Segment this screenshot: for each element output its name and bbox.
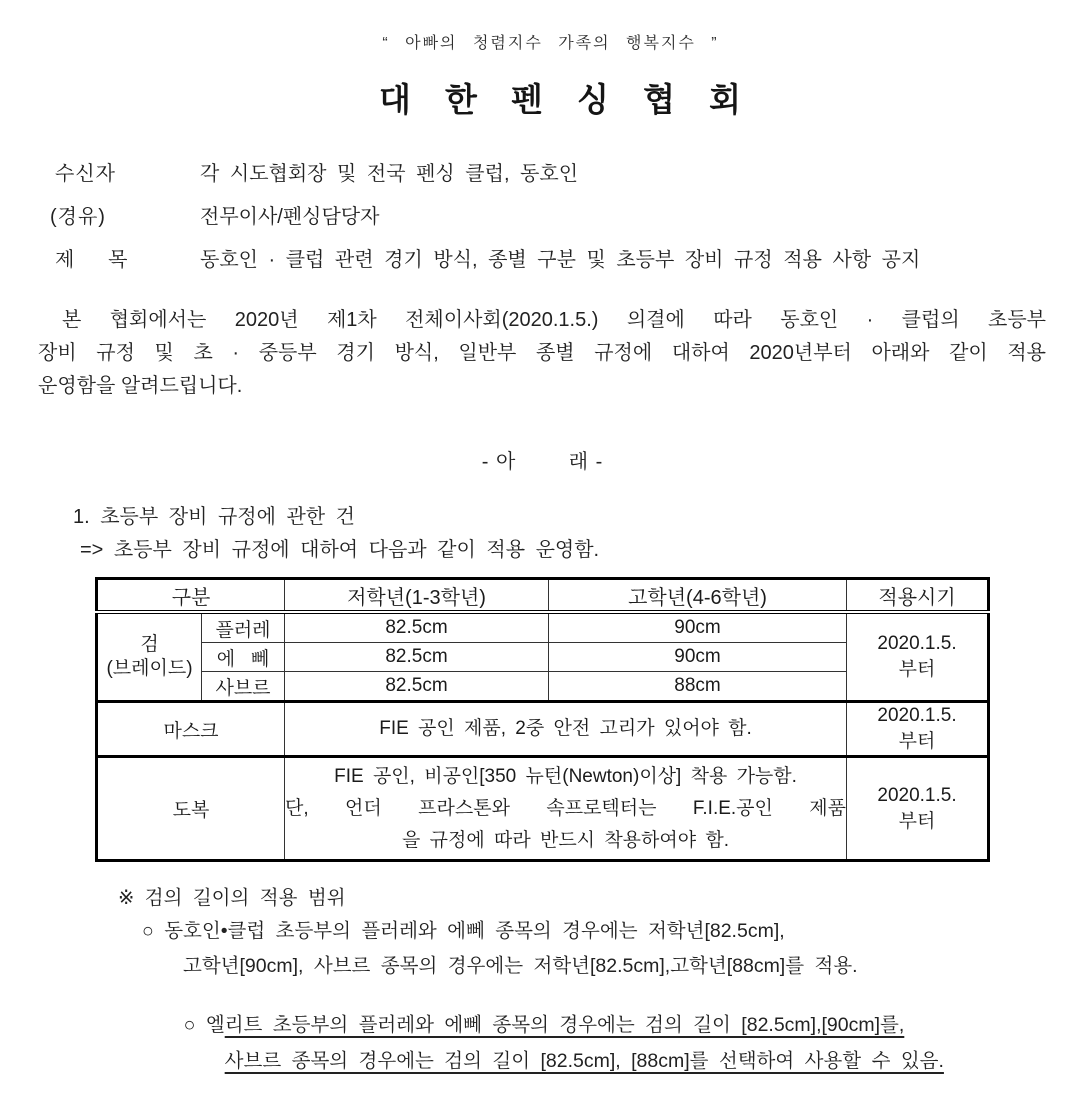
weapon-group-line2: (브레이드): [106, 658, 193, 679]
section1-subheading: => 초등부 장비 규정에 대하여 다음과 같이 적용 운영함.: [80, 539, 600, 561]
header-apply: 적용시기: [847, 579, 989, 613]
note-title: ※ 검의 길이의 적용 범위: [118, 887, 346, 909]
uniform-desc-line1: FIE 공인, 비공인[350 뉴턴(Newton)이상] 착용 가능함.: [334, 765, 797, 787]
table-header-row: [97, 579, 989, 613]
header-category: 구분: [97, 579, 285, 613]
equipment-table: [95, 577, 990, 862]
weapon-group-cell: [97, 612, 202, 702]
note-bullet2-line2-text: 사브르 종목의 경우에는 검의 길이 [82.5cm], [88cm]를 선택하여 사용할 수 있음.: [224, 1050, 944, 1072]
sabre-senior-length: 88cm: [549, 672, 847, 702]
body-line-3: 운영함을 알려드립니다.: [38, 375, 243, 397]
table-row-uniform: [97, 757, 989, 861]
weapon-name: 에 뻬: [202, 643, 285, 672]
uniform-apply-from: 부터: [898, 810, 936, 832]
uniform-apply-cell: [847, 757, 989, 861]
fleuret-junior-length: 82.5cm: [285, 612, 549, 643]
note-bullet1-line1: ○ 동호인•클럽 초등부의 플러레와 에뻬 종목의 경우에는 저학년[82.5cm],: [142, 920, 785, 942]
fleuret-senior-length: 90cm: [549, 612, 847, 643]
header-junior: 저학년(1-3학년): [285, 579, 549, 613]
note-bullet1-line2: 고학년[90cm], 사브르 종목의 경우에는 저학년[82.5cm],고학년[88cm]를 적용.: [183, 955, 858, 977]
weapon-apply-date: 2020.1.5.: [877, 633, 957, 654]
body-line-2: 장비 규정 및 초 · 중등부 경기 방식, 일반부 종별 규정에 대하여 2020년부터 아래와 같이 적용: [38, 342, 1046, 364]
recipient-value: 각 시도협회장 및 전국 펜싱 클럽, 동호인: [200, 163, 579, 185]
section1-heading: 1. 초등부 장비 규정에 관한 건: [73, 506, 355, 528]
body-line-1: 본 협회에서는 2020년 제1차 전체이사회(2020.1.5.) 의결에 따라 동호인 · 클럽의 초등부: [62, 309, 1046, 331]
slogan: “ 아빠의 청렴지수 가족의 행복지수 ”: [382, 35, 719, 52]
weapon-name: 플러레: [202, 612, 285, 643]
note-bullet2-underlined: 리트 초등부의 플러레와 에뻬 종목의 경우에는 검의 길이 [82.5cm],[90cm]를,: [224, 1014, 905, 1036]
via-label: (경유): [50, 206, 106, 228]
uniform-apply-date: 2020.1.5.: [877, 784, 957, 806]
note-bullet2-line2: [183, 1022, 944, 1093]
epee-junior-length: 82.5cm: [285, 643, 549, 672]
mask-apply-cell: [847, 702, 989, 757]
subject-value: 동호인 · 클럽 관련 경기 방식, 종별 구분 및 초등부 장비 규정 적용 사항 공지: [200, 249, 921, 271]
recipient-label: 수신자: [55, 163, 116, 185]
weapon-name: 사브르: [202, 672, 285, 702]
epee-senior-length: 90cm: [549, 643, 847, 672]
weapon-apply-from: 부터: [898, 659, 936, 680]
weapon-group-line1: 검: [140, 634, 159, 655]
subject-label: 제 목: [55, 249, 129, 271]
uniform-desc-line2: 단, 언더 프라스톤와 속프로텍터는 F.I.E.공인 제품: [285, 797, 847, 819]
mask-desc: FIE 공인 제품, 2중 안전 고리가 있어야 함.: [285, 702, 847, 757]
org-title: 대 한 펜 싱 협 회: [378, 81, 751, 118]
mask-apply-date: 2020.1.5.: [877, 705, 957, 726]
below-divider: - 아 래 -: [481, 451, 604, 473]
mask-apply-from: 부터: [898, 731, 936, 752]
note-bullet2-prefix: ○ 엘: [183, 1014, 225, 1036]
via-value: 전무이사/펜싱담당자: [200, 206, 380, 228]
uniform-desc-line3: 을 규정에 따라 반드시 착용하여야 함.: [402, 829, 729, 851]
uniform-name: 도복: [97, 757, 285, 861]
sabre-junior-length: 82.5cm: [285, 672, 549, 702]
header-senior: 고학년(4-6학년): [549, 579, 847, 613]
table-row-fleuret: [97, 612, 989, 643]
body-paragraph: [38, 304, 1046, 403]
uniform-desc: [285, 757, 847, 861]
table-row-mask: [97, 702, 989, 757]
weapon-apply-cell: [847, 612, 989, 702]
mask-name: 마스크: [97, 702, 285, 757]
